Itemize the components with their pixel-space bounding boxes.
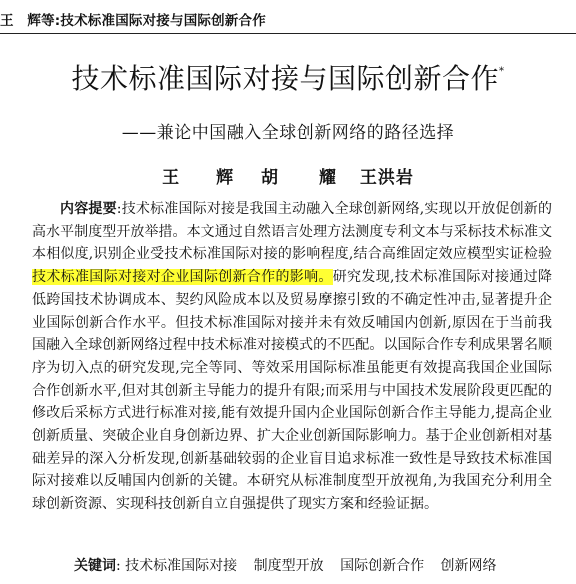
running-head: 王 辉等:技术标准国际对接与国际创新合作: [0, 13, 266, 29]
header-rule: [0, 33, 576, 34]
author-list: [0, 163, 576, 188]
keyword-item: 创新网络: [440, 558, 497, 574]
abstract-colon: :: [116, 201, 122, 217]
title-footnote-mark: *: [499, 66, 505, 77]
highlighted-text: 技术标准国际对接对企业国际创新合作的影响。: [32, 269, 333, 286]
keywords-label: 关键词: [74, 558, 116, 574]
paper-title-text: 技术标准国际对接与国际创新合作: [71, 62, 499, 95]
keywords: [74, 555, 552, 577]
author-name: 王洪岩: [359, 168, 414, 188]
paper-title: [0, 57, 576, 97]
abstract-text-before: 技术标准国际对接是我国主动融入全球创新网络,实现以开放促创新的高水平制度型开放举措。本文通过自然语言处理方法测度专利文本与采标技术标准文本相似度,识别企业受技术标准国际对接的影响程度,结合高维固定效应模型实证检验: [32, 201, 552, 263]
abstract: [32, 198, 552, 516]
keywords-colon: :: [116, 558, 121, 574]
keyword-item: 制度型开放: [253, 558, 324, 574]
keyword-item: 技术标准国际对接: [125, 558, 238, 574]
author-name: 王 辉: [162, 168, 244, 188]
abstract-label: 内容提要: [60, 201, 117, 217]
author-name: 胡 耀: [261, 168, 348, 188]
abstract-text-after: 研究发现,技术标准国际对接通过降低跨国技术协调成本、契约风险成本以及贸易摩擦引致的不确定性冲击,显著提升企业国际创新合作水平。但技术标准国际对接并未有效反哺国内创新,原因在于当前我国融入全球创新网络过程中技术标准对接模式的不匹配。以国际合作专利成果署名顺序为切入点的研究发现,完全等同、等效采用国际标准虽能更有效提高我国企业国际合作创新水平,但对其创新主导能力的提升有限;而采用与中国技术发展阶段更匹配的修改后采标方式进行标准对接,能有效提升国内企业国际创新合作主导能力,提高企业创新质量、突破企业自身创新边界、扩大企业创新国际影响力。基于企业创新相对基础差异的深入分析发现,创新基础较弱的企业盲目追求标准一致性是导致技术标准国际对接难以反哺国内创新的关键。本研究从标准制度型开放视角,为我国充分利用全球创新资源、实现科技创新自立自强提供了现实方案和经验证据。: [32, 269, 552, 513]
keyword-item: 国际创新合作: [340, 558, 425, 574]
paper-subtitle: ——兼论中国融入全球创新网络的路径选择: [121, 123, 455, 143]
